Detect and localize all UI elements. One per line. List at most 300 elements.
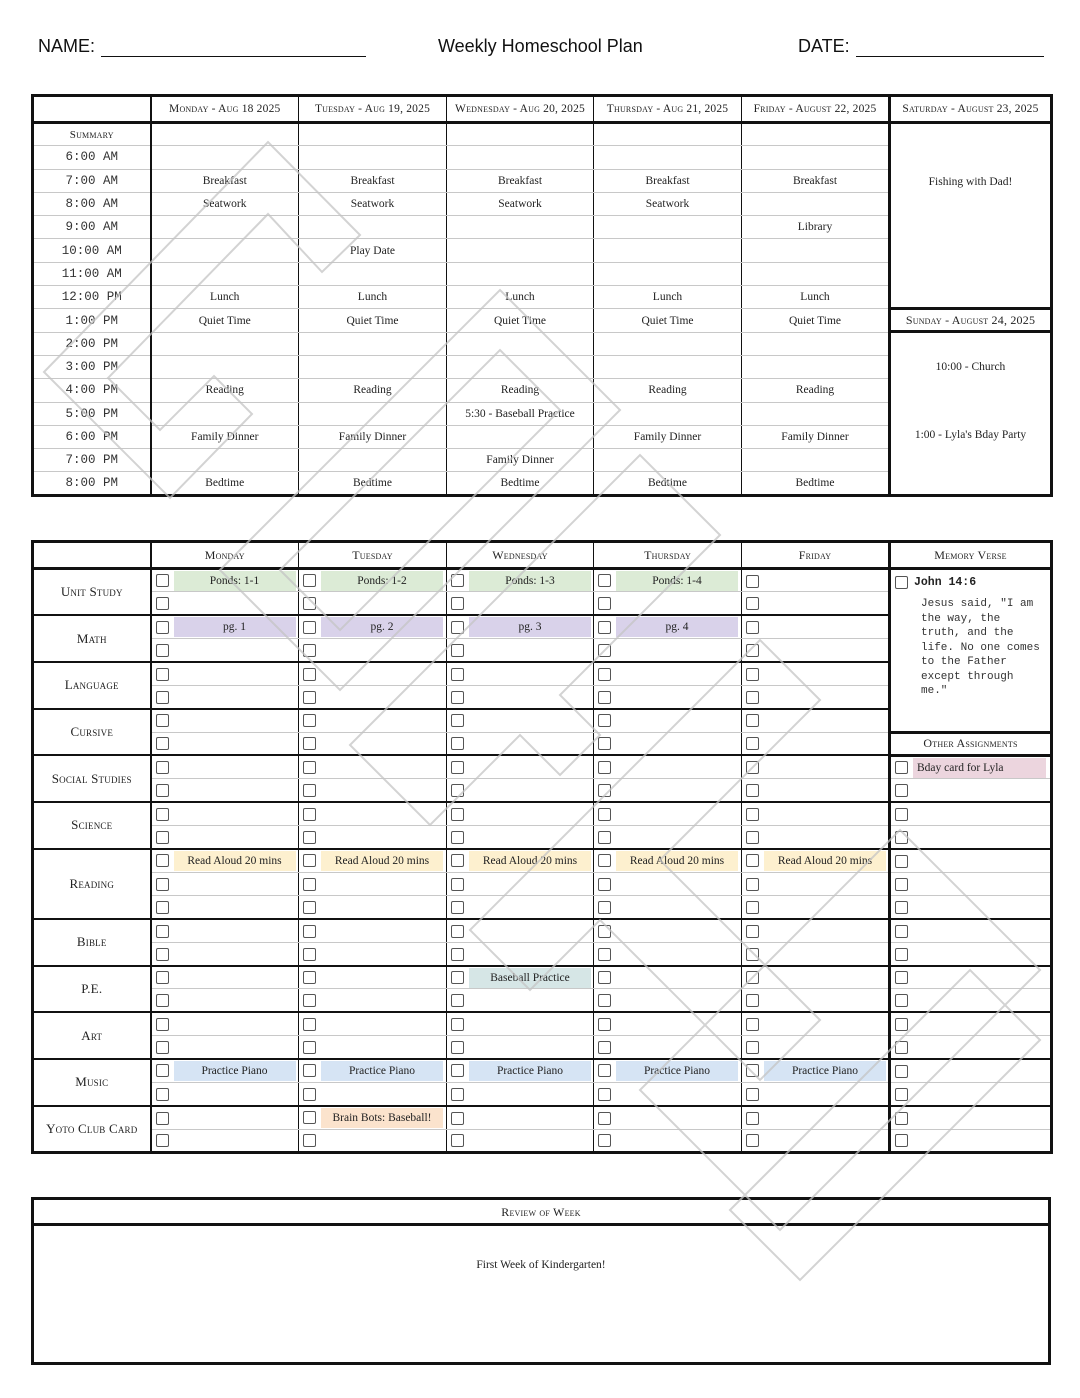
schedule-cell[interactable] [299, 332, 447, 355]
schedule-cell[interactable] [594, 123, 742, 146]
checkbox[interactable] [303, 948, 316, 961]
checkbox[interactable] [746, 714, 759, 727]
schedule-cell[interactable]: Family Dinner [151, 425, 299, 448]
checkbox[interactable] [598, 1134, 611, 1147]
checklist-cell [299, 872, 447, 895]
checkbox[interactable] [746, 784, 759, 797]
checkbox[interactable] [451, 831, 464, 844]
checkbox[interactable] [451, 901, 464, 914]
checkbox[interactable] [303, 1064, 316, 1077]
subject-label: Yoto Club Card [33, 1106, 151, 1153]
schedule-cell[interactable]: Library [742, 216, 890, 239]
checklist-cell [151, 1012, 299, 1035]
checkbox[interactable] [451, 878, 464, 891]
checkbox[interactable] [895, 878, 908, 891]
checklist-cell [299, 802, 447, 825]
checkbox[interactable] [746, 854, 759, 867]
schedule-cell[interactable] [151, 449, 299, 472]
checkbox[interactable] [451, 1018, 464, 1031]
checklist-cell [742, 849, 890, 872]
checkbox[interactable] [156, 691, 169, 704]
checkbox[interactable] [746, 1112, 759, 1125]
checklist-cell [742, 802, 890, 825]
schedule-cell[interactable]: Bedtime [742, 472, 890, 495]
checklist-cell [447, 802, 594, 825]
checkbox[interactable] [895, 1112, 908, 1125]
checkbox[interactable] [598, 644, 611, 657]
schedule-cell[interactable]: Seatwork [594, 192, 742, 215]
schedule-cell[interactable]: Bedtime [594, 472, 742, 495]
checkbox[interactable] [303, 621, 316, 634]
checkbox[interactable] [598, 691, 611, 704]
checkbox[interactable] [156, 714, 169, 727]
checkbox[interactable] [451, 971, 464, 984]
checkbox[interactable] [451, 808, 464, 821]
checkbox[interactable] [303, 878, 316, 891]
assignment-tag[interactable]: Ponds: 1-2 [321, 571, 443, 591]
assignment-tag[interactable]: Ponds: 1-1 [174, 571, 296, 591]
checkbox[interactable] [746, 901, 759, 914]
time-label: 9:00 AM [33, 216, 151, 239]
checkbox[interactable] [156, 1064, 169, 1077]
checklist-cell [299, 639, 447, 662]
schedule-cell[interactable]: Breakfast [742, 169, 890, 192]
checkbox[interactable] [156, 1088, 169, 1101]
checkbox[interactable] [746, 668, 759, 681]
verse-checkbox[interactable] [895, 576, 908, 589]
assignment-tag[interactable]: pg. 1 [174, 617, 296, 637]
checklist-cell [447, 1129, 594, 1152]
schedule-cell[interactable] [594, 146, 742, 169]
checkbox[interactable] [746, 1064, 759, 1077]
checkbox[interactable] [895, 1065, 908, 1078]
checkbox[interactable] [156, 597, 169, 610]
schedule-cell[interactable]: Lunch [151, 286, 299, 309]
checkbox[interactable] [451, 784, 464, 797]
schedule-cell[interactable]: Lunch [742, 286, 890, 309]
checklist-row [33, 825, 1052, 848]
checklist-cell [299, 615, 447, 638]
checkbox[interactable] [598, 971, 611, 984]
assignment-tag[interactable]: Brain Bots: Baseball! [321, 1108, 443, 1128]
checkbox[interactable] [156, 994, 169, 1007]
checkbox[interactable] [598, 621, 611, 634]
verse-text: Jesus said, "I am the way, the truth, and the life. No one comes to the Father except through me." [921, 598, 1040, 697]
checkbox[interactable] [156, 574, 169, 587]
sunday-cell[interactable] [890, 309, 1052, 495]
checklist-row [33, 732, 1052, 755]
checklist-cell [151, 966, 299, 989]
assignment-tag[interactable]: Read Aloud 20 mins [469, 851, 591, 871]
checkbox[interactable] [598, 574, 611, 587]
schedule-cell[interactable] [742, 146, 890, 169]
checkbox[interactable] [598, 808, 611, 821]
checkbox[interactable] [451, 1064, 464, 1077]
checklist-cell [151, 1059, 299, 1082]
checkbox[interactable] [598, 854, 611, 867]
schedule-cell[interactable] [151, 146, 299, 169]
schedule-cell[interactable] [299, 216, 447, 239]
assignment-tag[interactable]: Practice Piano [174, 1061, 296, 1081]
checkbox[interactable] [303, 808, 316, 821]
checkbox[interactable] [598, 1064, 611, 1077]
schedule-cell[interactable] [151, 402, 299, 425]
checklist-cell [151, 919, 299, 942]
schedule-cell[interactable]: Bedtime [447, 472, 594, 495]
checklist-cell [151, 615, 299, 638]
checkbox[interactable] [303, 831, 316, 844]
other-assignment-cell [890, 1036, 1052, 1059]
checkbox[interactable] [895, 761, 908, 774]
checklist-cell [742, 755, 890, 778]
checkbox[interactable] [746, 737, 759, 750]
checkbox[interactable] [895, 994, 908, 1007]
schedule-cell[interactable] [151, 355, 299, 378]
checklist-cell [151, 1106, 299, 1129]
checkbox[interactable] [746, 691, 759, 704]
checkbox[interactable] [598, 761, 611, 774]
checkbox[interactable] [156, 948, 169, 961]
checkbox[interactable] [746, 1134, 759, 1147]
checkbox[interactable] [451, 1134, 464, 1147]
schedule-cell[interactable] [299, 355, 447, 378]
schedule-cell[interactable] [447, 239, 594, 262]
checkbox[interactable] [746, 971, 759, 984]
checkbox[interactable] [598, 737, 611, 750]
checkbox[interactable] [156, 878, 169, 891]
schedule-cell[interactable] [594, 216, 742, 239]
schedule-cell[interactable] [742, 449, 890, 472]
schedule-cell[interactable] [299, 262, 447, 285]
schedule-cell[interactable] [742, 402, 890, 425]
schedule-cell[interactable]: Seatwork [447, 192, 594, 215]
checkbox[interactable] [598, 831, 611, 844]
other-assignment-cell [890, 1106, 1052, 1129]
schedule-cell[interactable] [151, 332, 299, 355]
assignment-tag[interactable]: Ponds: 1-4 [616, 571, 738, 591]
checkbox[interactable] [598, 1018, 611, 1031]
schedule-day-header: Monday - Aug 18 2025 [151, 96, 299, 123]
checklist-cell [594, 1012, 742, 1035]
checkbox[interactable] [746, 1041, 759, 1054]
schedule-cell[interactable] [742, 192, 890, 215]
schedule-cell[interactable]: Quiet Time [151, 309, 299, 332]
schedule-row [33, 309, 1052, 332]
schedule-cell[interactable]: Reading [151, 379, 299, 402]
checkbox[interactable] [303, 737, 316, 750]
assignment-tag[interactable]: pg. 2 [321, 617, 443, 637]
checkbox[interactable] [895, 808, 908, 821]
checklist-cell [447, 779, 594, 802]
checkbox[interactable] [451, 994, 464, 1007]
checklist-cell [299, 896, 447, 919]
schedule-cell[interactable]: Lunch [594, 286, 742, 309]
schedule-cell[interactable] [742, 262, 890, 285]
checkbox[interactable] [746, 597, 759, 610]
schedule-cell[interactable] [742, 239, 890, 262]
schedule-cell[interactable]: Quiet Time [447, 309, 594, 332]
checkbox[interactable] [451, 597, 464, 610]
schedule-cell[interactable]: Family Dinner [742, 425, 890, 448]
schedule-cell[interactable] [447, 425, 594, 448]
checklist-day-header: Wednesday [447, 542, 594, 569]
checkbox[interactable] [451, 621, 464, 634]
checkbox[interactable] [598, 925, 611, 938]
schedule-cell[interactable]: Family Dinner [594, 425, 742, 448]
checkbox[interactable] [303, 1088, 316, 1101]
schedule-cell[interactable]: Family Dinner [447, 449, 594, 472]
schedule-cell[interactable] [594, 449, 742, 472]
checkbox[interactable] [156, 1041, 169, 1054]
checkbox[interactable] [598, 1088, 611, 1101]
checkbox[interactable] [598, 668, 611, 681]
schedule-cell[interactable]: Bedtime [151, 472, 299, 495]
checkbox[interactable] [895, 1018, 908, 1031]
checkbox[interactable] [598, 714, 611, 727]
checkbox[interactable] [746, 948, 759, 961]
schedule-cell[interactable] [447, 216, 594, 239]
checkbox[interactable] [746, 1088, 759, 1101]
schedule-cell[interactable] [594, 332, 742, 355]
time-label: 6:00 PM [33, 425, 151, 448]
assignment-tag[interactable]: pg. 3 [469, 617, 591, 637]
checkbox[interactable] [303, 597, 316, 610]
corner-cell [33, 96, 151, 123]
checkbox[interactable] [746, 831, 759, 844]
checklist-row [33, 942, 1052, 965]
assignment-tag[interactable]: Practice Piano [469, 1061, 591, 1081]
checkbox[interactable] [895, 948, 908, 961]
checkbox[interactable] [598, 948, 611, 961]
schedule-cell[interactable]: Reading [742, 379, 890, 402]
schedule-cell[interactable] [299, 449, 447, 472]
schedule-cell[interactable] [151, 262, 299, 285]
checkbox[interactable] [895, 831, 908, 844]
schedule-cell[interactable] [447, 262, 594, 285]
checklist-cell [151, 825, 299, 848]
checkbox[interactable] [895, 1088, 908, 1101]
schedule-cell[interactable] [594, 262, 742, 285]
schedule-cell[interactable] [447, 123, 594, 146]
schedule-cell[interactable] [594, 402, 742, 425]
schedule-day-header: Tuesday - Aug 19, 2025 [299, 96, 447, 123]
checkbox[interactable] [303, 691, 316, 704]
schedule-cell[interactable]: Seatwork [151, 192, 299, 215]
schedule-cell[interactable]: Seatwork [299, 192, 447, 215]
checkbox[interactable] [156, 971, 169, 984]
schedule-cell[interactable]: Quiet Time [742, 309, 890, 332]
schedule-cell[interactable]: Breakfast [151, 169, 299, 192]
checkbox[interactable] [598, 1112, 611, 1125]
checkbox[interactable] [746, 1018, 759, 1031]
checkbox[interactable] [451, 761, 464, 774]
checkbox[interactable] [156, 901, 169, 914]
subject-label: Social Studies [33, 755, 151, 802]
checkbox[interactable] [895, 1041, 908, 1054]
checkbox[interactable] [746, 761, 759, 774]
checkbox[interactable] [156, 784, 169, 797]
checklist-cell [742, 942, 890, 965]
checkbox[interactable] [156, 831, 169, 844]
schedule-cell[interactable]: Breakfast [594, 169, 742, 192]
checkbox[interactable] [746, 878, 759, 891]
checkbox[interactable] [746, 621, 759, 634]
checkbox[interactable] [451, 1112, 464, 1125]
checkbox[interactable] [156, 761, 169, 774]
checkbox[interactable] [303, 1111, 316, 1124]
assignment-tag[interactable]: Read Aloud 20 mins [174, 851, 296, 871]
schedule-cell[interactable] [594, 355, 742, 378]
assignment-tag[interactable]: Read Aloud 20 mins [764, 851, 886, 871]
checkbox[interactable] [156, 644, 169, 657]
corner-cell [33, 542, 151, 569]
checkbox[interactable] [156, 668, 169, 681]
schedule-cell[interactable]: Lunch [299, 286, 447, 309]
checklist-cell [447, 662, 594, 685]
checkbox[interactable] [451, 925, 464, 938]
checkbox[interactable] [598, 784, 611, 797]
checklist-row [33, 1082, 1052, 1105]
checkbox[interactable] [156, 808, 169, 821]
checklist-cell [594, 1129, 742, 1152]
checkbox[interactable] [598, 901, 611, 914]
schedule-cell[interactable] [742, 355, 890, 378]
checkbox[interactable] [451, 574, 464, 587]
checkbox[interactable] [451, 1041, 464, 1054]
checkbox[interactable] [156, 925, 169, 938]
checklist-cell [151, 755, 299, 778]
checkbox[interactable] [156, 1134, 169, 1147]
checkbox[interactable] [303, 854, 316, 867]
assignment-tag[interactable]: Practice Piano [764, 1061, 886, 1081]
schedule-cell[interactable] [299, 146, 447, 169]
checkbox[interactable] [303, 1134, 316, 1147]
schedule-cell[interactable] [742, 123, 890, 146]
checkbox[interactable] [746, 925, 759, 938]
checklist-cell [447, 825, 594, 848]
checkbox[interactable] [746, 994, 759, 1007]
checklist-cell [594, 989, 742, 1012]
schedule-cell[interactable] [151, 123, 299, 146]
checkbox[interactable] [746, 808, 759, 821]
checkbox[interactable] [303, 971, 316, 984]
schedule-cell[interactable]: Play Date [299, 239, 447, 262]
schedule-cell[interactable]: Breakfast [447, 169, 594, 192]
schedule-cell[interactable]: Reading [594, 379, 742, 402]
checkbox[interactable] [451, 1088, 464, 1101]
schedule-cell[interactable]: Reading [299, 379, 447, 402]
checkbox[interactable] [598, 597, 611, 610]
time-label: 12:00 PM [33, 286, 151, 309]
schedule-cell[interactable] [447, 332, 594, 355]
checkbox[interactable] [303, 901, 316, 914]
checkbox[interactable] [156, 1018, 169, 1031]
checkbox[interactable] [598, 878, 611, 891]
checkbox[interactable] [895, 971, 908, 984]
checkbox[interactable] [895, 855, 908, 868]
assignment-tag[interactable]: pg. 4 [616, 617, 738, 637]
schedule-cell[interactable] [299, 123, 447, 146]
checkbox[interactable] [303, 668, 316, 681]
checklist-row [33, 966, 1052, 989]
assignment-tag[interactable]: Baseball Practice [469, 968, 591, 988]
checklist-cell [151, 989, 299, 1012]
checkbox[interactable] [895, 925, 908, 938]
checkbox[interactable] [746, 575, 759, 588]
checklist-cell [742, 615, 890, 638]
checkbox[interactable] [303, 761, 316, 774]
checkbox[interactable] [156, 621, 169, 634]
checkbox[interactable] [451, 668, 464, 681]
checkbox[interactable] [303, 714, 316, 727]
checkbox[interactable] [451, 691, 464, 704]
schedule-cell[interactable]: Bedtime [299, 472, 447, 495]
checkbox[interactable] [598, 1041, 611, 1054]
checkbox[interactable] [156, 737, 169, 750]
checkbox[interactable] [451, 714, 464, 727]
checklist-row [33, 1106, 1052, 1129]
schedule-cell[interactable]: Lunch [447, 286, 594, 309]
assignment-tag[interactable]: Practice Piano [321, 1061, 443, 1081]
checkbox[interactable] [156, 854, 169, 867]
assignment-tag[interactable]: Read Aloud 20 mins [616, 851, 738, 871]
checkbox[interactable] [451, 737, 464, 750]
other-assignment-cell [890, 966, 1052, 989]
checkbox[interactable] [895, 784, 908, 797]
checkbox[interactable] [156, 1112, 169, 1125]
schedule-cell[interactable] [447, 355, 594, 378]
schedule-cell[interactable] [151, 239, 299, 262]
checkbox[interactable] [598, 994, 611, 1007]
checklist-cell [594, 592, 742, 615]
assignment-tag[interactable]: Practice Piano [616, 1061, 738, 1081]
checklist-cell [742, 1082, 890, 1105]
checkbox[interactable] [746, 644, 759, 657]
schedule-cell[interactable] [151, 216, 299, 239]
schedule-cell[interactable] [594, 239, 742, 262]
schedule-cell[interactable]: Family Dinner [299, 425, 447, 448]
checkbox[interactable] [303, 925, 316, 938]
schedule-cell[interactable] [742, 332, 890, 355]
checklist-cell [594, 1059, 742, 1082]
schedule-cell[interactable]: Breakfast [299, 169, 447, 192]
checkbox[interactable] [303, 994, 316, 1007]
checklist-cell [151, 1036, 299, 1059]
schedule-cell[interactable]: 5:30 - Baseball Practice [447, 402, 594, 425]
sunday-event-church: 10:00 - Church [935, 361, 1006, 374]
schedule-cell[interactable]: Quiet Time [594, 309, 742, 332]
assignment-tag[interactable]: Ponds: 1-3 [469, 571, 591, 591]
checkbox[interactable] [895, 901, 908, 914]
checkbox[interactable] [303, 784, 316, 797]
schedule-cell[interactable]: Reading [447, 379, 594, 402]
checkbox[interactable] [303, 1041, 316, 1054]
checkbox[interactable] [303, 644, 316, 657]
other-assignment-tag[interactable]: Bday card for Lyla [913, 758, 1046, 778]
schedule-cell[interactable]: Quiet Time [299, 309, 447, 332]
checkbox[interactable] [451, 644, 464, 657]
schedule-cell[interactable] [299, 402, 447, 425]
checkbox[interactable] [303, 1018, 316, 1031]
checkbox[interactable] [451, 854, 464, 867]
checklist-cell [299, 849, 447, 872]
checkbox[interactable] [451, 948, 464, 961]
assignment-tag[interactable]: Read Aloud 20 mins [321, 851, 443, 871]
checkbox[interactable] [303, 574, 316, 587]
schedule-cell[interactable] [447, 146, 594, 169]
saturday-cell[interactable] [890, 123, 1052, 309]
checkbox[interactable] [895, 1134, 908, 1147]
